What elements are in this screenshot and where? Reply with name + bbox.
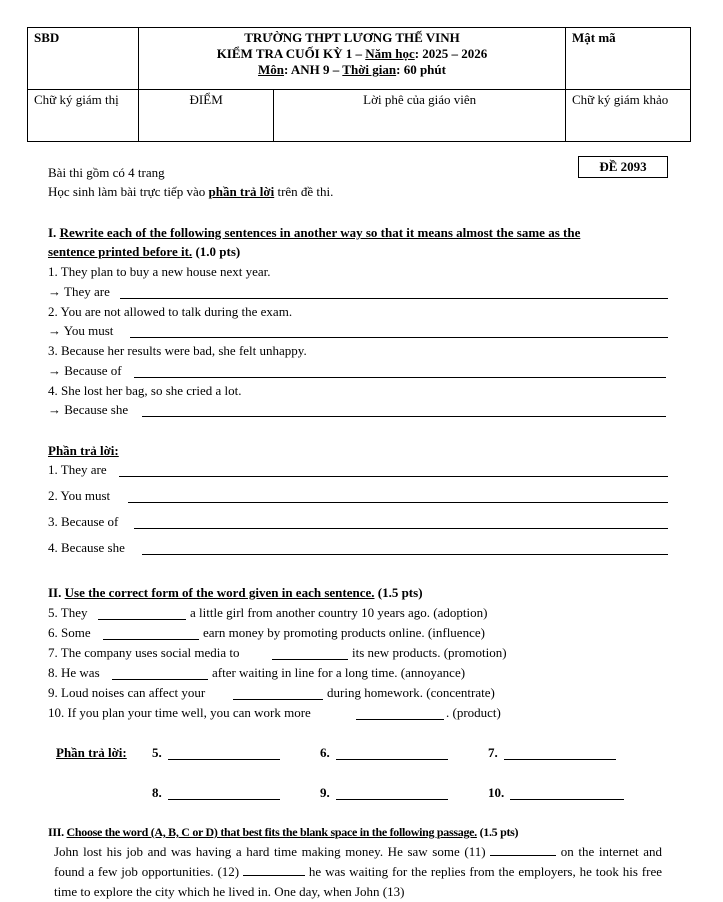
answer-blank[interactable] [336, 799, 448, 800]
exam-title: KIỂM TRA CUỐI KỲ 1 – Năm học: 2025 – 2026 [216, 46, 488, 61]
answer-blank[interactable] [134, 528, 668, 529]
word-form-blank[interactable] [272, 659, 348, 660]
question-10-post: . (product) [446, 705, 501, 720]
answer-blank[interactable] [142, 416, 666, 417]
answer-10-label: 10. [488, 785, 505, 800]
question-7-pre: 7. The company uses social media to [48, 645, 240, 660]
teacher-comment-label: Lời phê của giáo viên [274, 90, 566, 142]
passage-line1: John lost his job and was having a hard time making money. He saw some (11) [54, 844, 486, 859]
section2-answer-title: Phần trả lời: [56, 745, 127, 760]
answer-blank[interactable] [120, 298, 668, 299]
question-7-post: its new products. (promotion) [352, 645, 507, 660]
answer-8-label: 8. [152, 785, 162, 800]
page-count: Bài thi gồm có 4 trang [48, 165, 165, 180]
question-9-post: during homework. (concentrate) [327, 685, 495, 700]
word-form-blank[interactable] [233, 699, 323, 700]
answer-blank[interactable] [119, 476, 668, 477]
answer-blank[interactable] [128, 502, 668, 503]
score-label: ĐIỂM [139, 90, 274, 142]
section3-title: III. Choose the word (A, B, C or D) that best fits the blank space in the following passage. (1.5 pts) [48, 825, 519, 839]
word-form-blank[interactable] [112, 679, 208, 680]
answer-blank[interactable] [142, 554, 668, 555]
passage-line2: on the internet and found a few job opportunities. (12) [54, 844, 663, 879]
question-1-stem: → They are [48, 284, 110, 299]
question-9-pre: 9. Loud noises can affect your [48, 685, 206, 700]
section1-title-line1: I. Rewrite each of the following sentences in another way so that it means almost the same as the [48, 225, 581, 240]
section1-title-line2: sentence printed before it. (1.0 pts) [48, 244, 241, 259]
question-8-pre: 8. He was [48, 665, 100, 680]
blank-11[interactable] [490, 843, 556, 856]
word-form-blank[interactable] [98, 619, 186, 620]
question-4: 4. She lost her bag, so she cried a lot. [48, 383, 242, 398]
answer-3-label: 3. Because of [48, 514, 119, 529]
passage-line3: he was waiting for the replies from the employers, he took his free time to explore the city which he lived in. One day, when John (13) [54, 864, 663, 899]
question-3-stem: → Because of [48, 363, 122, 378]
answer-2-label: 2. You must [48, 488, 111, 503]
sbd-label: SBD [28, 28, 139, 90]
answer-blank[interactable] [504, 759, 616, 760]
answer-blank[interactable] [168, 799, 280, 800]
subject-line: Môn: ANH 9 – Thời gian: 60 phút [258, 62, 446, 77]
question-1: 1. They plan to buy a new house next year. [48, 264, 271, 279]
question-2: 2. You are not allowed to talk during the exam. [48, 304, 293, 319]
question-6-post: earn money by promoting products online. (influence) [203, 625, 485, 640]
section2-title: II. Use the correct form of the word given in each sentence. (1.5 pts) [48, 585, 423, 600]
supervisor-signature: Chữ ký giám thị [28, 90, 139, 142]
answer-1-label: 1. They are [48, 462, 107, 477]
question-10-pre: 10. If you plan your time well, you can work more [48, 705, 311, 720]
answer-5-label: 5. [152, 745, 162, 760]
question-5-post: a little girl from another country 10 years ago. (adoption) [190, 605, 488, 620]
header-table [27, 27, 691, 142]
answer-blank[interactable] [168, 759, 280, 760]
answer-blank[interactable] [510, 799, 624, 800]
answer-7-label: 7. [488, 745, 498, 760]
section1-answer-title: Phần trả lời: [48, 443, 119, 458]
question-3: 3. Because her results were bad, she felt unhappy. [48, 343, 307, 358]
school-name: TRƯỜNG THPT LƯƠNG THẾ VINH [244, 30, 460, 45]
answer-blank[interactable] [336, 759, 448, 760]
school-block [139, 28, 566, 90]
answer-blank[interactable] [130, 337, 668, 338]
question-2-stem: → You must [48, 323, 114, 338]
instruction: Học sinh làm bài trực tiếp vào phần trả lời trên đề thi. [48, 184, 334, 199]
question-5-pre: 5. They [48, 605, 88, 620]
word-form-blank[interactable] [103, 639, 199, 640]
answer-4-label: 4. Because she [48, 540, 125, 555]
question-8-post: after waiting in line for a long time. (annoyance) [212, 665, 466, 680]
answer-blank[interactable] [134, 377, 666, 378]
examiner-signature: Chữ ký giám khảo [566, 90, 691, 142]
answer-6-label: 6. [320, 745, 330, 760]
question-6-pre: 6. Some [48, 625, 91, 640]
word-form-blank[interactable] [356, 719, 444, 720]
question-4-stem: → Because she [48, 402, 129, 417]
answer-9-label: 9. [320, 785, 330, 800]
blank-12[interactable] [243, 863, 305, 876]
exam-code-box: ĐỀ 2093 [578, 156, 668, 178]
secret-code-label: Mật mã [566, 28, 691, 90]
passage [54, 842, 662, 902]
